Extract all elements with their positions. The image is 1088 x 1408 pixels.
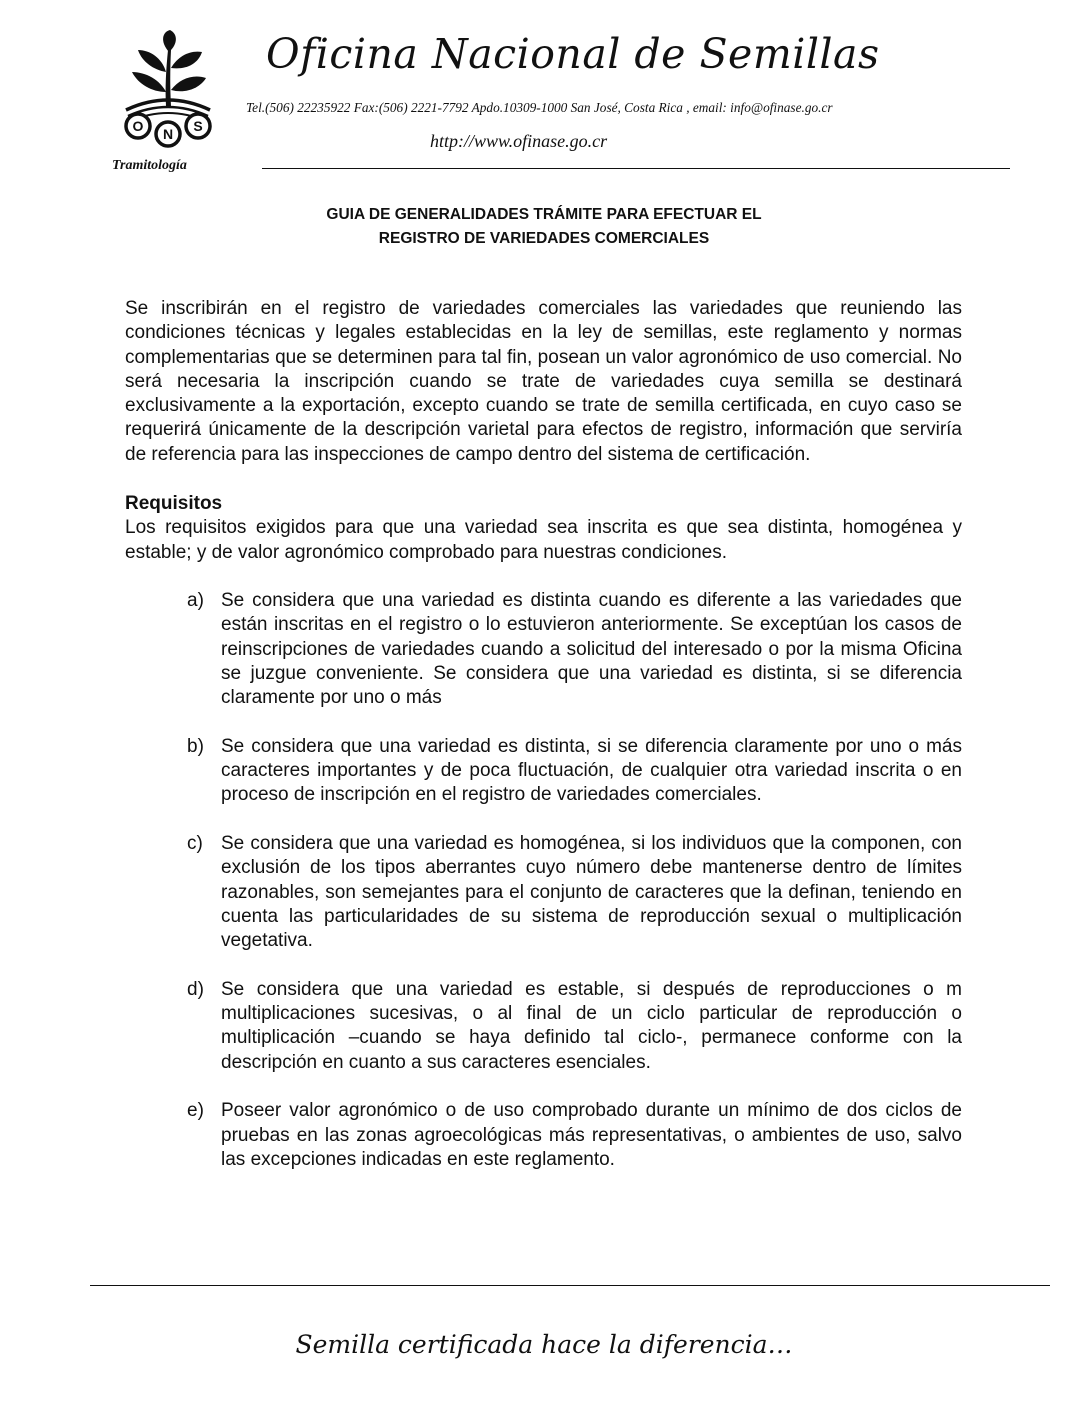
- list-item-text: Se considera que una variedad es estable, si después de reproducciones o m multiplicaciones sucesivas, o al final de un ciclo particular de reproducción o multiplicación –cuando se haya definido tal ciclo-, permanece conforme con la descripción en cuanto a sus caracteres esenciales.: [221, 978, 962, 1073]
- list-marker: b): [187, 735, 204, 757]
- list-marker: c): [187, 832, 203, 854]
- requirement-item-b: [125, 735, 962, 808]
- requirements-heading: Requisitos: [125, 493, 223, 515]
- list-marker: e): [187, 1100, 204, 1122]
- org-title: Oficina Nacional de Semillas: [266, 30, 880, 78]
- logo-letter-s: S: [193, 118, 203, 134]
- document-body: [125, 297, 962, 1196]
- ons-logo: [116, 28, 220, 150]
- document-title: [0, 203, 1088, 251]
- requirement-item-a: [125, 589, 962, 710]
- intro-paragraph: Se inscribirán en el registro de variedades comerciales las variedades que reuniendo las condiciones técnicas y legales establecidas en la ley de semillas, este reglamento y normas complementarias que se determinen para tal fin, posean un valor agronómico de uso comercial. No será necesaria la inscripción cuando se trate de variedades cuya semilla se destinará exclusivamente a la exportación, excepto cuando se trate de semilla certificada, en cuyo caso se requerirá únicamente de la descripción varietal para efectos de registro, información que serviría de referencia para las inspecciones de campo dentro del sistema de certificación.: [125, 298, 962, 465]
- logo-letter-n: N: [162, 126, 174, 142]
- contact-info: Tel.(506) 22235922 Fax:(506) 2221-7792 Apdo.10309-1000 San José, Costa Rica , email: info@ofinase.go.cr: [246, 100, 833, 115]
- list-item-text: Poseer valor agronómico o de uso comprobado durante un mínimo de dos ciclos de pruebas en las zonas agroecológicas más representativas, o ambientes de uso, salvo las excepciones indicadas en este reglamento.: [221, 1100, 962, 1170]
- logo-letter-o: O: [132, 118, 144, 134]
- list-marker: d): [187, 978, 204, 1000]
- requirements-paragraph: Los requisitos exigidos para que una variedad sea inscrita es que sea distinta, homogénea y estable; y de valor agronómico comprobado para nuestras condiciones.: [125, 517, 962, 563]
- requirement-item-c: [125, 832, 962, 953]
- requirement-item-d: [125, 978, 962, 1075]
- document-title-line-2: REGISTRO DE VARIEDADES COMERCIALES: [378, 230, 710, 247]
- list-item-text: Se considera que una variedad es distinta cuando es diferente a las variedades que están inscritas en el registro o lo estuvieron anteriormente. Se exceptúan los casos de reinscripciones de variedades cuando a solicitud del interesado o por la misma Oficina se juzgue conveniente. Se considera que una variedad es distinta, si se diferencia claramente por uno o más: [221, 589, 962, 709]
- document-title-line-1: GUIA DE GENERALIDADES TRÁMITE PARA EFECTUAR EL: [326, 206, 762, 223]
- list-item-text: Se considera que una variedad es distinta, si se diferencia claramente por uno o más caracteres importantes y de poca fluctuación, de cualquier otra variedad inscrita o en proceso de inscripción en el registro de variedades comerciales.: [221, 735, 962, 806]
- department-label: Tramitología: [112, 158, 187, 173]
- header-divider: [262, 168, 1010, 169]
- footer-slogan: Semilla certificada hace la diferencia…: [295, 1330, 793, 1359]
- list-item-text: Se considera que una variedad es homogénea, si los individuos que la componen, con exclusión de los tipos aberrantes cuyo número debe mantenerse dentro de límites razonables, son semejantes para el conjunto de caracteres que la definan, teniendo en cuenta las particularidades de su sistema de reproducción sexual o multiplicación vegetativa.: [221, 832, 962, 952]
- requirement-item-e: [125, 1099, 962, 1172]
- footer-divider: [90, 1285, 1050, 1286]
- website-link[interactable]: http://www.ofinase.go.cr: [430, 131, 608, 151]
- list-marker: a): [187, 589, 204, 611]
